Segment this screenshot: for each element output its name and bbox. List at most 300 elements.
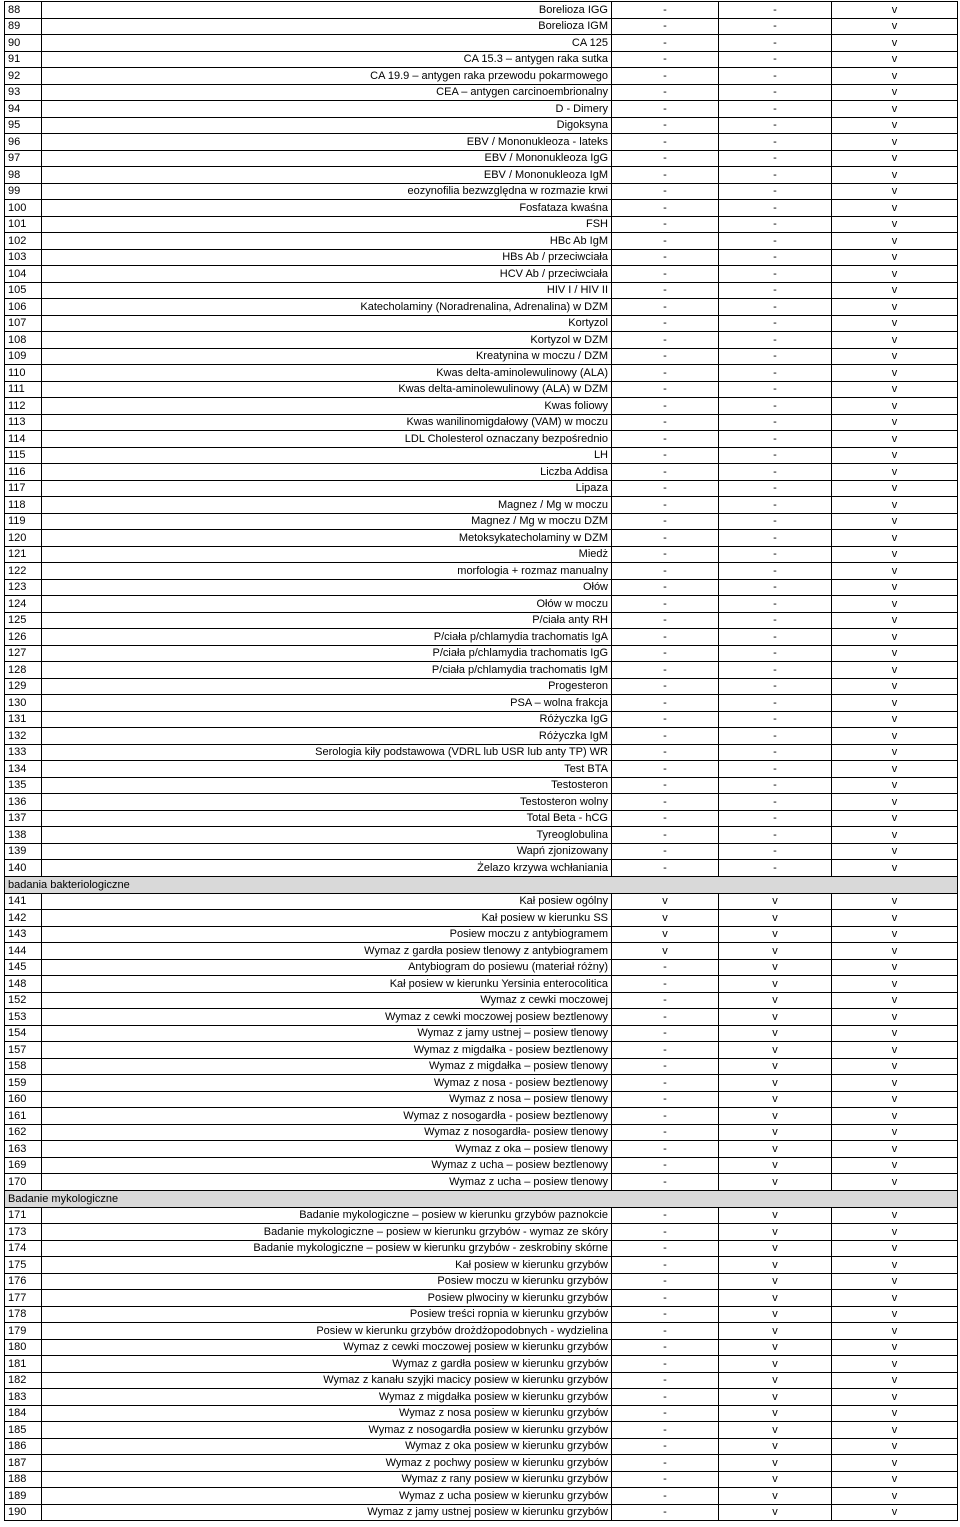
availability-col-3: v (832, 1141, 958, 1158)
availability-col-2: v (719, 992, 832, 1009)
row-number: 170 (5, 1174, 42, 1191)
table-row (5, 431, 958, 448)
test-name: Testosteron wolny (42, 794, 612, 811)
test-name: EBV / Mononukleoza IgM (42, 167, 612, 184)
test-name: Tyreoglobulina (42, 827, 612, 844)
test-name: Test BTA (42, 761, 612, 778)
table-row (5, 992, 958, 1009)
availability-col-1: - (612, 530, 719, 547)
test-name: Metoksykatecholaminy w DZM (42, 530, 612, 547)
test-name: CA 15.3 – antygen raka sutka (42, 51, 612, 68)
availability-col-1: - (612, 1339, 719, 1356)
availability-col-2: v (719, 1025, 832, 1042)
availability-col-1: - (612, 134, 719, 151)
row-number: 96 (5, 134, 42, 151)
row-number: 95 (5, 117, 42, 134)
availability-col-3: v (832, 943, 958, 960)
availability-col-1: - (612, 1091, 719, 1108)
row-number: 185 (5, 1422, 42, 1439)
availability-col-1: - (612, 794, 719, 811)
row-number: 99 (5, 183, 42, 200)
test-name: Kał posiew ogólny (42, 893, 612, 910)
availability-col-1: - (612, 1207, 719, 1224)
availability-col-2: - (719, 827, 832, 844)
table-row (5, 51, 958, 68)
availability-col-3: v (832, 629, 958, 646)
test-name: Badanie mykologiczne – posiew w kierunku grzybów - wymaz ze skóry (42, 1224, 612, 1241)
table-row (5, 1025, 958, 1042)
table-row (5, 1504, 958, 1521)
table-row (5, 810, 958, 827)
test-name: CA 125 (42, 35, 612, 52)
availability-col-2: - (719, 546, 832, 563)
row-number: 94 (5, 101, 42, 118)
table-row (5, 695, 958, 712)
availability-col-1: - (612, 695, 719, 712)
table-row (5, 216, 958, 233)
availability-col-2: v (719, 910, 832, 927)
test-name: Wymaz z nosa posiew w kierunku grzybów (42, 1405, 612, 1422)
availability-col-1: - (612, 1174, 719, 1191)
availability-col-3: v (832, 183, 958, 200)
table-row (5, 266, 958, 283)
test-name: Wymaz z kanału szyjki macicy posiew w kierunku grzybów (42, 1372, 612, 1389)
availability-col-3: v (832, 1257, 958, 1274)
table-row (5, 910, 958, 927)
test-name: Ołów w moczu (42, 596, 612, 613)
table-row (5, 282, 958, 299)
availability-col-2: - (719, 612, 832, 629)
test-name: P/ciała p/chlamydia trachomatis IgM (42, 662, 612, 679)
availability-col-3: v (832, 959, 958, 976)
availability-col-3: v (832, 711, 958, 728)
availability-col-1: - (612, 2, 719, 19)
availability-col-2: - (719, 530, 832, 547)
availability-col-2: - (719, 464, 832, 481)
table-row (5, 167, 958, 184)
availability-col-1: - (612, 216, 719, 233)
availability-col-2: - (719, 18, 832, 35)
row-number: 124 (5, 596, 42, 613)
availability-col-3: v (832, 926, 958, 943)
availability-col-2: - (719, 216, 832, 233)
availability-col-3: v (832, 1058, 958, 1075)
table-row (5, 200, 958, 217)
table-row (5, 976, 958, 993)
availability-col-1: - (612, 1108, 719, 1125)
table-row (5, 233, 958, 250)
test-name: morfologia + rozmaz manualny (42, 563, 612, 580)
availability-col-1: - (612, 1405, 719, 1422)
table-row (5, 1174, 958, 1191)
table-row (5, 1009, 958, 1026)
availability-col-3: v (832, 1240, 958, 1257)
availability-col-3: v (832, 35, 958, 52)
availability-col-1: - (612, 381, 719, 398)
table-row (5, 134, 958, 151)
test-name: Wymaz z cewki moczowej posiew beztlenowy (42, 1009, 612, 1026)
row-number: 159 (5, 1075, 42, 1092)
test-name: eozynofilia bezwzględna w rozmazie krwi (42, 183, 612, 200)
availability-col-3: v (832, 101, 958, 118)
availability-col-3: v (832, 843, 958, 860)
availability-col-3: v (832, 860, 958, 877)
availability-col-2: - (719, 101, 832, 118)
table-row (5, 1091, 958, 1108)
availability-col-2: - (719, 35, 832, 52)
test-name: Testosteron (42, 777, 612, 794)
availability-col-1: - (612, 266, 719, 283)
row-number: 103 (5, 249, 42, 266)
test-name: Żelazo krzywa wchłaniania (42, 860, 612, 877)
availability-col-2: - (719, 414, 832, 431)
test-name: Badanie mykologiczne – posiew w kierunku grzybów paznokcie (42, 1207, 612, 1224)
row-number: 154 (5, 1025, 42, 1042)
availability-col-2: v (719, 1058, 832, 1075)
availability-col-1: - (612, 398, 719, 415)
row-number: 90 (5, 35, 42, 52)
availability-col-3: v (832, 1025, 958, 1042)
availability-col-1: v (612, 910, 719, 927)
test-name: Kał posiew w kierunku SS (42, 910, 612, 927)
table-row (5, 1141, 958, 1158)
availability-col-3: v (832, 365, 958, 382)
availability-col-2: v (719, 1339, 832, 1356)
availability-col-3: v (832, 1356, 958, 1373)
table-row (5, 1157, 958, 1174)
row-number: 106 (5, 299, 42, 316)
availability-col-1: - (612, 117, 719, 134)
availability-col-2: - (719, 794, 832, 811)
table-row (5, 150, 958, 167)
availability-col-2: - (719, 711, 832, 728)
availability-col-3: v (832, 200, 958, 217)
row-number: 118 (5, 497, 42, 514)
availability-col-1: - (612, 1504, 719, 1521)
table-row (5, 2, 958, 19)
availability-col-2: - (719, 150, 832, 167)
availability-col-2: - (719, 282, 832, 299)
table-row (5, 1224, 958, 1241)
availability-col-3: v (832, 431, 958, 448)
table-row (5, 530, 958, 547)
availability-col-1: - (612, 332, 719, 349)
availability-col-3: v (832, 530, 958, 547)
test-name: PSA – wolna frakcja (42, 695, 612, 712)
availability-col-1: - (612, 976, 719, 993)
availability-col-1: - (612, 1471, 719, 1488)
row-number: 161 (5, 1108, 42, 1125)
availability-col-2: - (719, 563, 832, 580)
table-row (5, 827, 958, 844)
row-number: 163 (5, 1141, 42, 1158)
availability-col-3: v (832, 1108, 958, 1125)
availability-col-1: - (612, 1372, 719, 1389)
row-number: 171 (5, 1207, 42, 1224)
availability-col-3: v (832, 1504, 958, 1521)
row-number: 145 (5, 959, 42, 976)
test-name: EBV / Mononukleoza - lateks (42, 134, 612, 151)
row-number: 152 (5, 992, 42, 1009)
availability-col-3: v (832, 414, 958, 431)
table-row (5, 563, 958, 580)
row-number: 136 (5, 794, 42, 811)
row-number: 123 (5, 579, 42, 596)
availability-col-3: v (832, 167, 958, 184)
row-number: 137 (5, 810, 42, 827)
availability-col-3: v (832, 299, 958, 316)
table-row (5, 926, 958, 943)
availability-col-2: v (719, 1240, 832, 1257)
row-number: 107 (5, 315, 42, 332)
table-row (5, 761, 958, 778)
table-row (5, 249, 958, 266)
test-name: Wymaz z pochwy posiew w kierunku grzybów (42, 1455, 612, 1472)
table-row (5, 18, 958, 35)
availability-col-2: v (719, 1207, 832, 1224)
availability-col-2: - (719, 2, 832, 19)
table-row (5, 959, 958, 976)
availability-col-2: - (719, 381, 832, 398)
availability-col-1: - (612, 678, 719, 695)
row-number: 183 (5, 1389, 42, 1406)
availability-col-1: - (612, 348, 719, 365)
availability-col-3: v (832, 728, 958, 745)
availability-col-2: - (719, 348, 832, 365)
availability-col-3: v (832, 596, 958, 613)
table-row (5, 117, 958, 134)
availability-col-2: v (719, 893, 832, 910)
row-number: 142 (5, 910, 42, 927)
availability-col-3: v (832, 1323, 958, 1340)
row-number: 153 (5, 1009, 42, 1026)
table-row (5, 678, 958, 695)
availability-col-3: v (832, 1339, 958, 1356)
availability-col-3: v (832, 51, 958, 68)
row-number: 121 (5, 546, 42, 563)
test-name: HBc Ab IgM (42, 233, 612, 250)
row-number: 169 (5, 1157, 42, 1174)
availability-col-1: v (612, 943, 719, 960)
test-name: Wymaz z ucha – posiew tlenowy (42, 1174, 612, 1191)
test-name: P/ciała p/chlamydia trachomatis IgG (42, 645, 612, 662)
row-number: 133 (5, 744, 42, 761)
availability-col-2: - (719, 299, 832, 316)
row-number: 184 (5, 1405, 42, 1422)
availability-col-3: v (832, 1290, 958, 1307)
row-number: 97 (5, 150, 42, 167)
availability-col-2: - (719, 662, 832, 679)
availability-col-2: v (719, 1042, 832, 1059)
availability-col-2: - (719, 447, 832, 464)
availability-col-2: v (719, 1455, 832, 1472)
availability-col-1: - (612, 1124, 719, 1141)
availability-col-3: v (832, 249, 958, 266)
availability-col-2: v (719, 1471, 832, 1488)
test-name: Kwas delta-aminolewulinowy (ALA) (42, 365, 612, 382)
test-name: Wymaz z oka posiew w kierunku grzybów (42, 1438, 612, 1455)
availability-col-1: - (612, 1438, 719, 1455)
row-number: 160 (5, 1091, 42, 1108)
row-number: 119 (5, 513, 42, 530)
availability-col-3: v (832, 992, 958, 1009)
availability-col-1: - (612, 1042, 719, 1059)
availability-col-3: v (832, 810, 958, 827)
test-name: HIV I / HIV II (42, 282, 612, 299)
lab-tests-table (4, 1, 958, 1521)
availability-col-2: - (719, 51, 832, 68)
availability-col-3: v (832, 1422, 958, 1439)
section-title: badania bakteriologiczne (5, 876, 958, 893)
table-row (5, 348, 958, 365)
table-row (5, 1042, 958, 1059)
availability-col-1: - (612, 431, 719, 448)
table-row (5, 1108, 958, 1125)
availability-col-3: v (832, 216, 958, 233)
test-name: EBV / Mononukleoza IgG (42, 150, 612, 167)
availability-col-2: - (719, 315, 832, 332)
test-name: Posiew moczu z antybiogramem (42, 926, 612, 943)
availability-col-1: - (612, 1025, 719, 1042)
row-number: 116 (5, 464, 42, 481)
availability-col-3: v (832, 134, 958, 151)
table-row (5, 777, 958, 794)
availability-col-3: v (832, 1207, 958, 1224)
table-row (5, 183, 958, 200)
test-name: Wymaz z jamy ustnej posiew w kierunku grzybów (42, 1504, 612, 1521)
availability-col-3: v (832, 480, 958, 497)
availability-col-1: - (612, 1290, 719, 1307)
table-row (5, 315, 958, 332)
row-number: 189 (5, 1488, 42, 1505)
row-number: 88 (5, 2, 42, 19)
table-row (5, 513, 958, 530)
availability-col-3: v (832, 1438, 958, 1455)
availability-col-2: - (719, 332, 832, 349)
availability-col-1: - (612, 51, 719, 68)
availability-col-3: v (832, 2, 958, 19)
row-number: 111 (5, 381, 42, 398)
availability-col-3: v (832, 976, 958, 993)
table-row (5, 1323, 958, 1340)
availability-col-3: v (832, 447, 958, 464)
row-number: 140 (5, 860, 42, 877)
availability-col-3: v (832, 84, 958, 101)
test-name: Kwas delta-aminolewulinowy (ALA) w DZM (42, 381, 612, 398)
test-name: CA 19.9 – antygen raka przewodu pokarmowego (42, 68, 612, 85)
availability-col-3: v (832, 1372, 958, 1389)
availability-col-3: v (832, 266, 958, 283)
table-row (5, 1124, 958, 1141)
availability-col-3: v (832, 497, 958, 514)
availability-col-2: v (719, 1389, 832, 1406)
availability-col-1: - (612, 1389, 719, 1406)
availability-col-1: - (612, 282, 719, 299)
table-row (5, 447, 958, 464)
row-number: 158 (5, 1058, 42, 1075)
availability-col-2: - (719, 117, 832, 134)
test-name: Wymaz z nosogardła posiew w kierunku grzybów (42, 1422, 612, 1439)
availability-col-2: v (719, 1323, 832, 1340)
availability-col-1: - (612, 35, 719, 52)
availability-col-2: - (719, 68, 832, 85)
row-number: 186 (5, 1438, 42, 1455)
table-row (5, 35, 958, 52)
test-name: Wymaz z ucha – posiew beztlenowy (42, 1157, 612, 1174)
test-name: Wymaz z ucha posiew w kierunku grzybów (42, 1488, 612, 1505)
price-list-document (4, 1, 957, 1521)
table-row (5, 1389, 958, 1406)
availability-col-1: - (612, 827, 719, 844)
availability-col-1: - (612, 1422, 719, 1439)
test-name: Kreatynina w moczu / DZM (42, 348, 612, 365)
availability-col-1: - (612, 1157, 719, 1174)
availability-col-1: - (612, 761, 719, 778)
availability-col-1: - (612, 711, 719, 728)
availability-col-1: - (612, 1323, 719, 1340)
availability-col-3: v (832, 117, 958, 134)
row-number: 114 (5, 431, 42, 448)
availability-col-2: v (719, 926, 832, 943)
test-name: P/ciała anty RH (42, 612, 612, 629)
row-number: 120 (5, 530, 42, 547)
availability-col-1: - (612, 249, 719, 266)
row-number: 144 (5, 943, 42, 960)
availability-col-2: v (719, 1224, 832, 1241)
test-name: Różyczka IgG (42, 711, 612, 728)
availability-col-2: - (719, 744, 832, 761)
table-row (5, 1455, 958, 1472)
test-name: HBs Ab / przeciwciała (42, 249, 612, 266)
test-name: Badanie mykologiczne – posiew w kierunku grzybów - zeskrobiny skórne (42, 1240, 612, 1257)
row-number: 190 (5, 1504, 42, 1521)
test-name: Serologia kiły podstawowa (VDRL lub USR lub anty TP) WR (42, 744, 612, 761)
row-number: 126 (5, 629, 42, 646)
availability-col-1: - (612, 447, 719, 464)
availability-col-1: - (612, 1356, 719, 1373)
availability-col-3: v (832, 612, 958, 629)
row-number: 91 (5, 51, 42, 68)
test-name: LH (42, 447, 612, 464)
availability-col-1: - (612, 744, 719, 761)
availability-col-1: - (612, 1240, 719, 1257)
availability-col-3: v (832, 282, 958, 299)
availability-col-1: - (612, 1009, 719, 1026)
availability-col-3: v (832, 1389, 958, 1406)
availability-col-1: - (612, 315, 719, 332)
row-number: 127 (5, 645, 42, 662)
availability-col-1: - (612, 150, 719, 167)
table-row (5, 497, 958, 514)
section-header-row (5, 876, 958, 893)
row-number: 143 (5, 926, 42, 943)
availability-col-1: - (612, 992, 719, 1009)
availability-col-2: - (719, 843, 832, 860)
table-row (5, 1058, 958, 1075)
test-name: HCV Ab / przeciwciała (42, 266, 612, 283)
row-number: 98 (5, 167, 42, 184)
availability-col-1: - (612, 480, 719, 497)
table-row (5, 744, 958, 761)
test-name: Magnez / Mg w moczu DZM (42, 513, 612, 530)
availability-col-2: v (719, 1290, 832, 1307)
test-name: Lipaza (42, 480, 612, 497)
availability-col-1: - (612, 167, 719, 184)
row-number: 135 (5, 777, 42, 794)
test-name: Borelioza IGG (42, 2, 612, 19)
availability-col-2: - (719, 695, 832, 712)
row-number: 122 (5, 563, 42, 580)
